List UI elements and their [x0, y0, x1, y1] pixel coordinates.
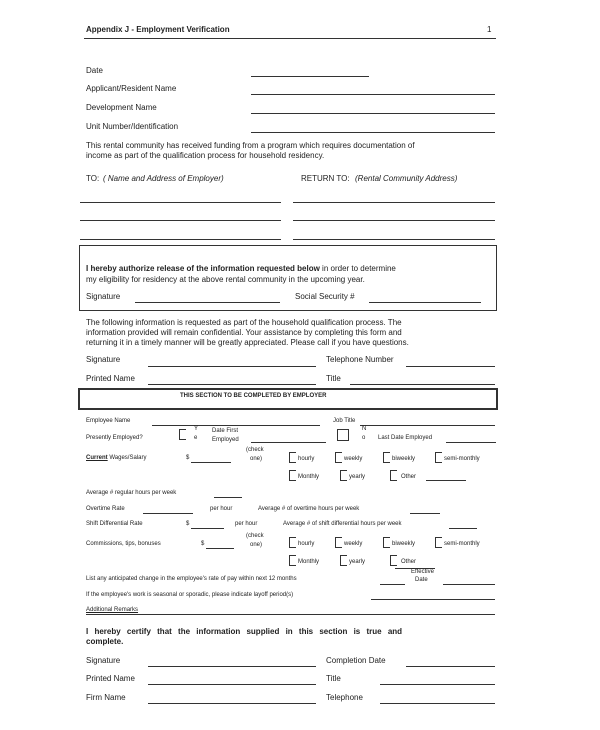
employer-address-line[interactable]	[80, 202, 281, 203]
wages-biweekly-checkbox[interactable]	[383, 452, 390, 463]
seasonal-field[interactable]	[371, 599, 495, 600]
footer-telephone-label: Telephone	[326, 693, 363, 702]
footer-telephone-field[interactable]	[380, 703, 495, 704]
employer-address-line[interactable]	[80, 239, 281, 240]
wages-hourly-checkbox[interactable]	[289, 452, 296, 463]
wages-dollar-sign: $	[186, 455, 190, 461]
comm-hourly-checkbox[interactable]	[289, 537, 296, 548]
comm-other-label: Other	[401, 559, 417, 565]
wages-other-checkbox[interactable]	[390, 470, 397, 481]
req-signature-field[interactable]	[148, 366, 316, 367]
wages-biweekly-label: biweekly	[392, 456, 416, 462]
applicant-label: Applicant/Resident Name	[86, 84, 177, 93]
req-title-field[interactable]	[350, 384, 495, 385]
return-label: RETURN TO:	[301, 174, 350, 183]
wages-other-label: Other	[401, 474, 417, 480]
development-label: Development Name	[86, 103, 157, 112]
to-hint: ( Name and Address of Employer)	[103, 174, 224, 183]
return-hint: (Rental Community Address)	[355, 174, 458, 183]
comm-weekly-checkbox[interactable]	[335, 537, 342, 548]
wages-yearly-label: yearly	[349, 474, 366, 480]
wages-check-label: (check	[246, 447, 264, 453]
avg-hours-label: Average # regular hours per week	[86, 490, 177, 496]
certify-line-2: complete.	[86, 637, 124, 646]
date-field[interactable]	[251, 76, 369, 77]
wages-one-label: one)	[250, 456, 263, 462]
anticipated-change-label: List any anticipated change in the employee's rate of pay within next 12 months	[86, 576, 297, 582]
commissions-amount-field[interactable]	[206, 548, 234, 549]
shift-rate-field[interactable]	[191, 528, 224, 529]
applicant-field[interactable]	[251, 94, 495, 95]
return-address-line[interactable]	[293, 202, 495, 203]
intro-line-2: income as part of the qualification process for household residency.	[86, 151, 325, 160]
comm-monthly-checkbox[interactable]	[289, 555, 296, 566]
effective-label: Effective	[411, 569, 434, 575]
footer-title-field[interactable]	[380, 684, 495, 685]
footer-signature-label: Signature	[86, 656, 121, 665]
avg-hours-field[interactable]	[214, 497, 242, 498]
commissions-label: Commissions, tips, bonuses	[86, 541, 161, 547]
effective-date-field[interactable]	[443, 584, 495, 585]
date-first-employed-field[interactable]	[251, 442, 326, 443]
firm-name-field[interactable]	[148, 703, 316, 704]
auth-signature-field[interactable]	[135, 302, 280, 303]
wages-weekly-label: weekly	[344, 456, 363, 462]
form-title: Appendix J - Employment Verification	[86, 25, 230, 34]
wages-other-field[interactable]	[426, 480, 466, 481]
avg-shift-field[interactable]	[449, 528, 477, 529]
yes-letter-e: e	[194, 435, 198, 441]
firm-name-label: Firm Name	[86, 693, 126, 702]
comm-biweekly-label: biweekly	[392, 541, 416, 547]
wages-weekly-checkbox[interactable]	[335, 452, 342, 463]
req-signature-label: Signature	[86, 355, 121, 364]
yes-letter-y: Y	[194, 426, 199, 432]
unit-field[interactable]	[251, 132, 495, 133]
wages-semimonthly-checkbox[interactable]	[435, 452, 442, 463]
completion-date-label: Completion Date	[326, 656, 386, 665]
footer-printed-name-label: Printed Name	[86, 674, 135, 683]
presently-employed-no-checkbox[interactable]	[337, 429, 349, 441]
date-label: Date	[86, 66, 103, 75]
overtime-rate-field[interactable]	[143, 513, 193, 514]
footer-printed-name-field[interactable]	[148, 684, 316, 685]
commissions-dollar-sign: $	[201, 541, 205, 547]
development-field[interactable]	[251, 113, 495, 114]
last-date-employed-field[interactable]	[446, 442, 496, 443]
return-address-line[interactable]	[293, 220, 495, 221]
completion-date-field[interactable]	[406, 666, 495, 667]
certify-line-1: I hereby certify that the information supplied in this section is true and	[86, 627, 403, 636]
page-number: 1	[487, 25, 492, 34]
comm-yearly-checkbox[interactable]	[340, 555, 347, 566]
header-rule	[84, 38, 496, 39]
employer-banner-text: THIS SECTION TO BE COMPLETED BY EMPLOYER	[180, 393, 327, 399]
req-printed-name-label: Printed Name	[86, 374, 135, 383]
wages-yearly-checkbox[interactable]	[340, 470, 347, 481]
anticipated-change-field[interactable]	[380, 584, 405, 585]
comm-weekly-label: weekly	[344, 541, 363, 547]
info-line-2: information provided will remain confidential. Your assistance by completing this form and	[86, 328, 402, 337]
req-title-label: Title	[326, 374, 341, 383]
overtime-per-hour-label: per hour	[210, 506, 233, 512]
wages-semimonthly-label: semi-monthly	[444, 456, 480, 462]
presently-employed-yes-checkbox[interactable]	[179, 429, 186, 440]
unit-label: Unit Number/Identification	[86, 122, 179, 131]
avg-overtime-field[interactable]	[410, 513, 440, 514]
no-letter-o: o	[362, 435, 366, 441]
effective-date-label: Date	[415, 577, 428, 583]
employee-name-field[interactable]	[152, 425, 320, 426]
current-wages-label: Current Wages/Salary	[86, 455, 147, 461]
last-date-employed-label: Last Date Employed	[378, 435, 433, 441]
avg-overtime-label: Average # of overtime hours per week	[258, 506, 360, 512]
footer-signature-field[interactable]	[148, 666, 316, 667]
comm-semimonthly-label: semi-monthly	[444, 541, 480, 547]
authorization-line-1: I hereby authorize release of the information requested below in order to determine	[86, 264, 396, 273]
comm-other-checkbox[interactable]	[390, 555, 397, 566]
to-label: TO:	[86, 174, 100, 183]
overtime-rate-label: Overtime Rate	[86, 506, 125, 512]
commissions-one-label: one)	[250, 542, 263, 548]
commissions-check-label: (check	[246, 533, 264, 539]
job-title-field[interactable]	[360, 425, 495, 426]
shift-per-hour-label: per hour	[235, 521, 258, 527]
telephone-number-label: Telephone Number	[326, 355, 394, 364]
return-address-line[interactable]	[293, 239, 495, 240]
wages-monthly-checkbox[interactable]	[289, 470, 296, 481]
presently-employed-label: Presently Employed?	[86, 435, 143, 441]
employee-name-label: Employee Name	[86, 418, 131, 424]
ssn-field[interactable]	[369, 302, 481, 303]
comm-yearly-label: yearly	[349, 559, 366, 565]
comm-hourly-label: hourly	[298, 541, 315, 547]
shift-rate-label: Shift Differential Rate	[86, 521, 143, 527]
seasonal-label: If the employee's work is seasonal or sporadic, please indicate layoff period(s)	[86, 592, 294, 598]
ssn-label: Social Security #	[295, 292, 355, 301]
wages-monthly-label: Monthly	[298, 474, 320, 480]
wages-amount-field[interactable]	[191, 462, 231, 463]
job-title-label: Job Title	[333, 418, 356, 424]
comm-biweekly-checkbox[interactable]	[383, 537, 390, 548]
shift-dollar-sign: $	[186, 521, 190, 527]
employer-address-line[interactable]	[80, 220, 281, 221]
req-printed-name-field[interactable]	[148, 384, 316, 385]
comm-monthly-label: Monthly	[298, 559, 320, 565]
date-first-label: Date First	[212, 428, 239, 434]
additional-remarks-label: Additional Remarks	[86, 607, 139, 613]
authorization-line-2: my eligibility for residency at the above rental community in the upcoming year.	[86, 275, 365, 284]
employed-label: Employed	[212, 437, 239, 443]
info-line-1: The following information is requested as part of the household qualification process. The	[86, 318, 402, 327]
info-line-3: returning it in a timely manner will be greatly appreciated. Please call if you have questions.	[86, 338, 409, 347]
comm-semimonthly-checkbox[interactable]	[435, 537, 442, 548]
avg-shift-label: Average # of shift differential hours per week	[283, 521, 402, 527]
telephone-number-field[interactable]	[406, 366, 495, 367]
remarks-field[interactable]	[86, 614, 495, 615]
no-letter-n: N	[362, 426, 367, 432]
wages-hourly-label: hourly	[298, 456, 315, 462]
auth-signature-label: Signature	[86, 292, 121, 301]
intro-line-1: This rental community has received funding from a program which requires documentation of	[86, 141, 415, 150]
footer-title-label: Title	[326, 674, 341, 683]
